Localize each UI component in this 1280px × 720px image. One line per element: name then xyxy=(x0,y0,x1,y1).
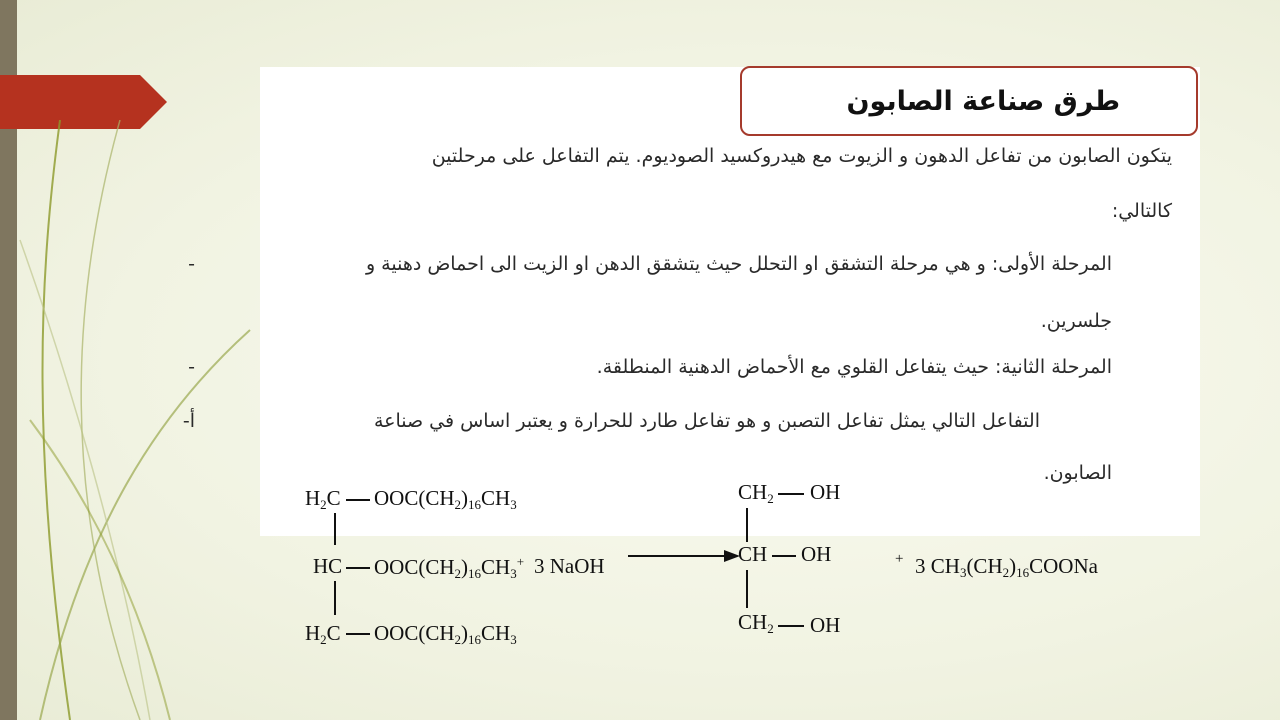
slide-title-text: طرق صناعة الصابون xyxy=(846,85,1120,117)
glycerol-row-1-right: OH xyxy=(810,480,841,504)
glycerol-row-1-left: $CH_2$ xyxy=(738,480,774,506)
slide-title xyxy=(740,66,1198,136)
glycerol-row-2-left: CH xyxy=(738,542,768,566)
stage-1-marker: - xyxy=(188,253,195,275)
reaction-note-line-2: الصابون. xyxy=(1043,462,1112,484)
triglyceride-row-2-left: HC xyxy=(313,554,343,578)
triglyceride-row-1-right: $OOC(CH_2)_{16}CH_3$ xyxy=(374,486,517,512)
glycerol-row-3-right: OH xyxy=(810,613,841,637)
bond-line xyxy=(746,508,748,542)
triglyceride-row-2-right: $OOC(CH_2)_{16}CH_3^+$ xyxy=(374,554,525,581)
bond-line xyxy=(346,499,370,501)
glycerol-row-2-right: OH xyxy=(801,542,832,566)
triglyceride-row-3-left: $H_2C$ xyxy=(305,621,341,647)
glycerol-row-3-left: $CH_2$ xyxy=(738,610,774,636)
plus-sign: + xyxy=(895,551,904,567)
sodium-stearate: 3 $CH_3(CH_2)_{16}COONa$ xyxy=(915,554,1098,580)
bond-line xyxy=(778,493,804,495)
bond-line xyxy=(746,570,748,608)
intro-line-1: يتكون الصابون من تفاعل الدهون و الزيوت مع هيدروكسيد الصوديوم. يتم التفاعل على مرحلتين xyxy=(431,145,1172,167)
bond-line xyxy=(334,581,336,615)
stage-1-line-2: جلسرين. xyxy=(1040,310,1112,332)
intro-line-2: كالتالي: xyxy=(1111,200,1172,222)
triglyceride-row-3-right: $OOC(CH_2)_{16}CH_3$ xyxy=(374,621,517,647)
bond-line xyxy=(778,625,804,627)
decorative-curves xyxy=(0,120,300,720)
bond-line xyxy=(334,513,336,545)
reaction-note-line-1: التفاعل التالي يمثل تفاعل التصبن و هو تفاعل طارد للحرارة و يعتبر اساس في صناعة xyxy=(373,410,1040,432)
reaction-note-marker: أ- xyxy=(182,410,195,432)
triglyceride-row-1-left: $H_2C$ xyxy=(305,486,341,512)
bond-line xyxy=(346,567,370,569)
reaction-arrow-icon xyxy=(628,546,740,566)
stage-2-line-1: المرحلة الثانية: حيث يتفاعل القلوي مع الأحماض الدهنية المنطلقة. xyxy=(596,356,1112,378)
stage-1-line-1: المرحلة الأولى: و هي مرحلة التشقق او التحلل حيث يتشقق الدهن او الزيت الى احماض دهنية و xyxy=(365,253,1112,275)
stage-2-marker: - xyxy=(188,356,195,378)
bond-line xyxy=(346,633,370,635)
sodium-hydroxide: 3 NaOH xyxy=(534,554,605,578)
bond-line xyxy=(772,555,796,557)
